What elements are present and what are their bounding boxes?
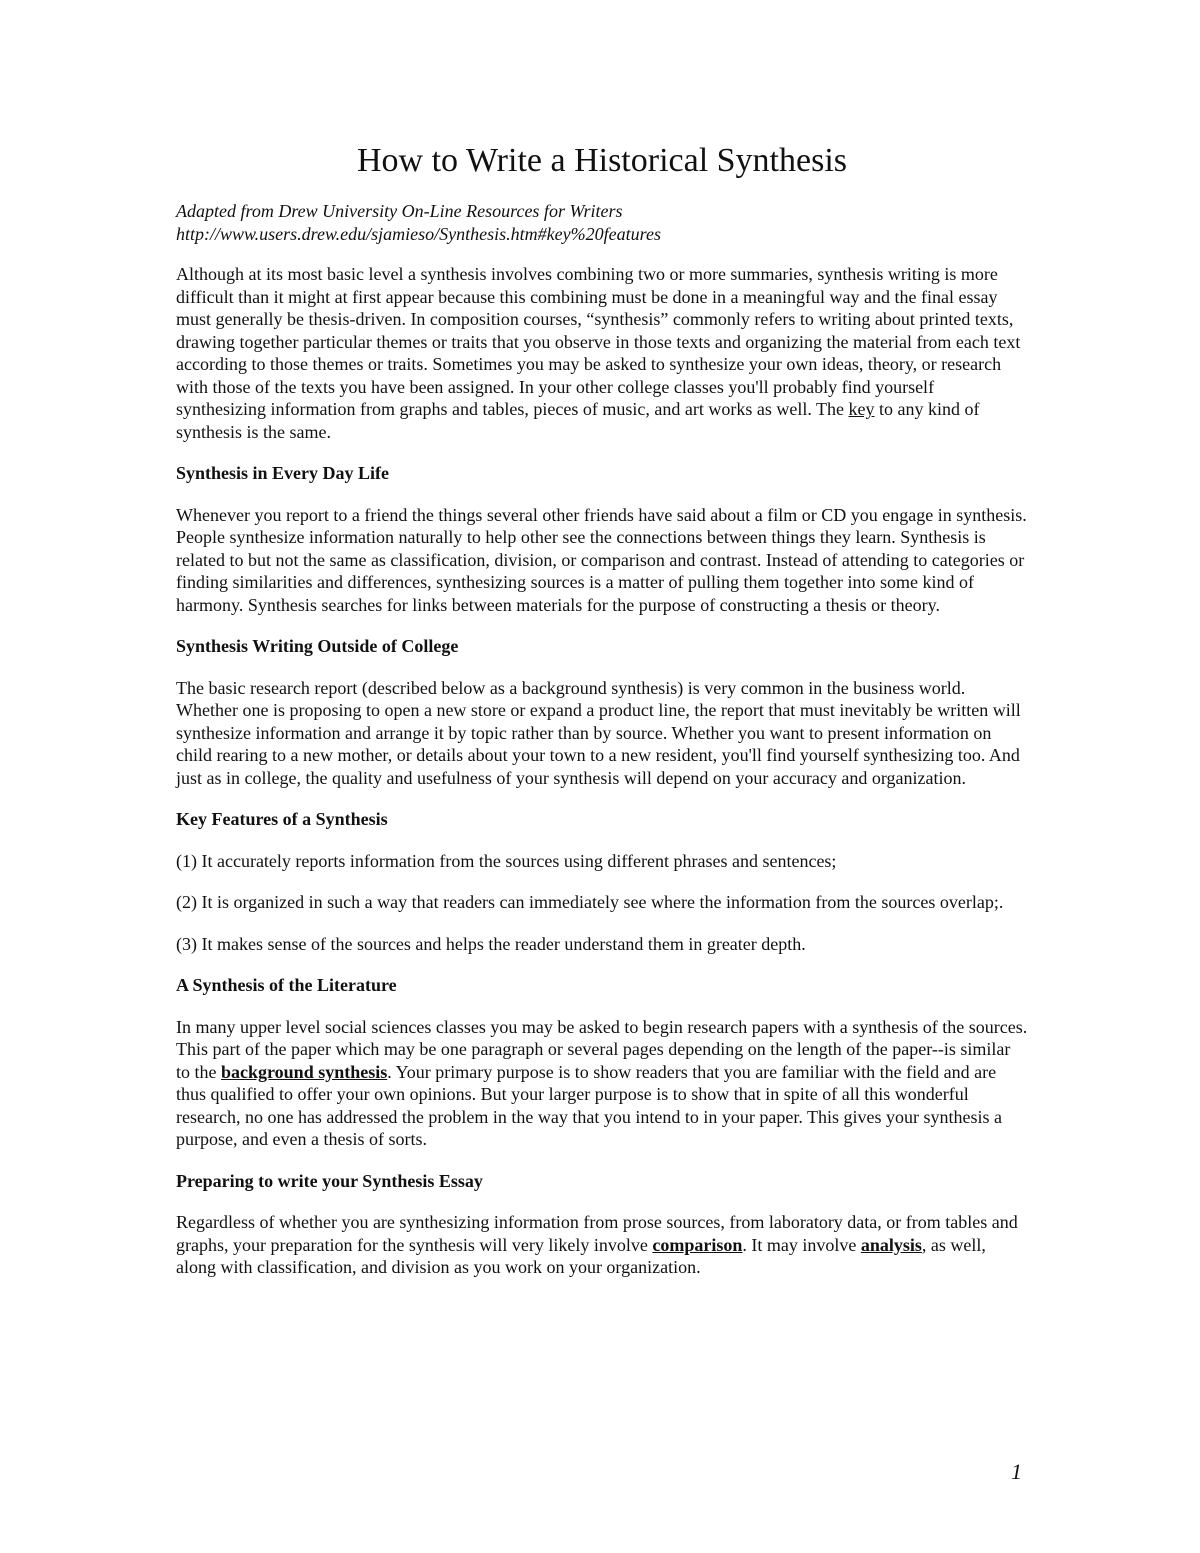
document-title: How to Write a Historical Synthesis — [357, 142, 847, 179]
source-attribution — [176, 200, 1028, 245]
heading-outside-college: Synthesis Writing Outside of College — [176, 636, 459, 656]
key-link[interactable]: key — [848, 399, 875, 419]
preparing-text: Regardless of whether you are synthesizing information from prose sources, from laboratory data, or from tables and graphs, your preparation for the synthesis will very likely involve — [176, 1212, 1018, 1255]
source-url: http://www.users.drew.edu/sjamieso/Synthesis.htm#key%20features — [176, 223, 661, 244]
comparison-link[interactable]: comparison — [652, 1234, 743, 1255]
analysis-link[interactable]: analysis — [860, 1234, 922, 1255]
feature-item-2: (2) It is organized in such a way that readers can immediately see where the information from the sources overlap;. — [176, 892, 1004, 912]
preparing-text-end: , as well, along with classification, and division as you work on your organization. — [176, 1234, 986, 1277]
heading-everyday-life: Synthesis in Every Day Life — [176, 463, 390, 483]
preparing-paragraph — [176, 1211, 1028, 1279]
feature-item-1: (1) It accurately reports information from the sources using different phrases and sentences; — [176, 850, 837, 871]
preparing-text-middle: . It may involve — [742, 1234, 861, 1255]
feature-item-3: (3) It makes sense of the sources and helps the reader understand them in greater depth. — [176, 933, 806, 954]
source-credit: Adapted from Drew University On-Line Resources for Writers — [176, 201, 623, 221]
heading-preparing: Preparing to write your Synthesis Essay — [176, 1170, 483, 1191]
background-synthesis-link[interactable]: background synthesis — [221, 1061, 388, 1082]
outside-paragraph: The basic research report (described below as a background synthesis) is very common in the business world. Whether one is proposing to open a new store or expand a product line, the report that must inevitably be written will synthesize information and arrange it by topic rather than by source. Whether you want to present information on child rearing to a new mother, or details about your town to a new resident, you'll find yourself synthesizing too. And just as in college, the quality and usefulness of your synthesis will depend on your accuracy and organization. — [176, 677, 1021, 788]
intro-text: Although at its most basic level a synthesis involves combining two or more summaries, synthesis writing is more difficult than it might at first appear because this combining must be done in a meaningful way and the final essay must generally be thesis-driven. In composition courses, “synthesis” commonly refers to writing about printed texts, drawing together particular themes or traits that you observe in those texts and organizing the material from each text according to those themes or traits. Sometimes you may be asked to synthesize your own ideas, theory, or research with those of the texts you have been assigned. In your other college classes you'll probably find yourself synthesizing information from graphs and tables, pieces of music, and art works as well. The — [176, 264, 1021, 419]
page-number: 1 — [1011, 1459, 1022, 1484]
everyday-paragraph: Whenever you report to a friend the things several other friends have said about a film or CD you engage in synthesis. People synthesize information naturally to help other see the connections between things they learn. Synthesis is related to but not the same as classification, division, or comparison and contrast. Instead of attending to categories or finding similarities and differences, synthesizing sources is a matter of pulling them together into some kind of harmony. Synthesis searches for links between materials for the purpose of constructing a thesis or theory. — [176, 504, 1027, 615]
intro-paragraph — [176, 263, 1028, 443]
literature-text: In many upper level social sciences classes you may be asked to begin research papers with a synthesis of the sources. This part of the paper which may be one paragraph or several pages depending on the length of the paper--is similar to the — [176, 1016, 1028, 1082]
literature-text-end: . Your primary purpose is to show readers that you are familiar with the field and are thus qualified to offer your own opinions. But your larger purpose is to show that in spite of all this wonderful research, no one has addressed the problem in the way that you intend to in your paper. This gives your synthesis a purpose, and even a thesis of sorts. — [176, 1061, 1002, 1149]
heading-key-features: Key Features of a Synthesis — [176, 809, 388, 829]
intro-text-end: to any kind of synthesis is the same. — [176, 399, 980, 442]
heading-literature: A Synthesis of the Literature — [176, 975, 397, 995]
document-body — [176, 138, 1028, 1298]
literature-paragraph — [176, 1016, 1028, 1151]
